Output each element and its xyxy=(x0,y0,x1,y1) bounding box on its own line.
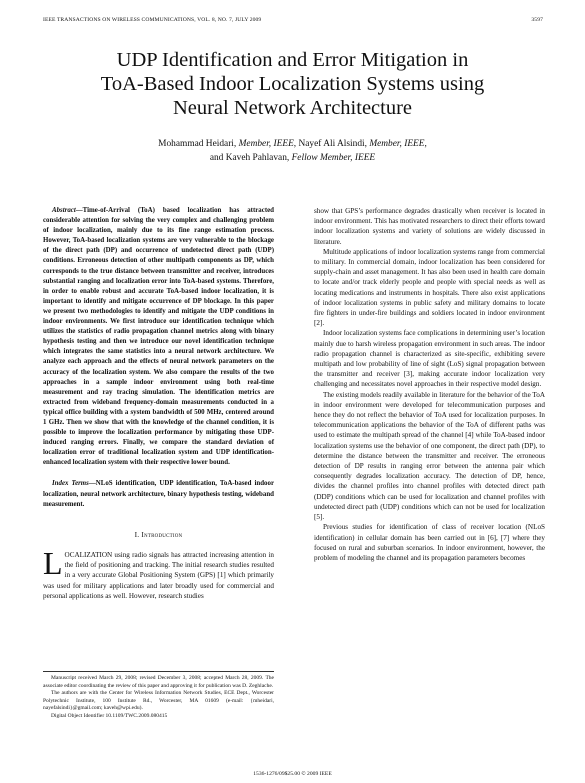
body-paragraph: Multitude applications of indoor localization systems range from commercial to military. In commercial domain, indoor localization has been considered for supply-chain and asset management. It has also been used in health care domain to locate and/or track elderly people and people with special needs as well as locating medications and instruments in hospitals. There also exist applications of indoor localization systems in public safety and military domains to locate fire fighters in under-fire buildings and soldiers located in indoor environment [2]. xyxy=(314,247,545,328)
abstract xyxy=(43,206,274,468)
body-paragraph: show that GPS’s performance degrades drastically when receiver is located in indoor environment. This has motivated researchers to direct their efforts toward indoor localization systems and variety of solutions are widely discussed in literature. xyxy=(314,207,545,246)
body-paragraph: The existing models readily available in literature for the behavior of the ToA in indoor environment were developed for telecommunication purposes and hence they do not reflect the behavior of ToA used for localization purposes. In telecommunication applications the behavior of the ToA of different paths was used to estimate the multipath spread of the channel [4] while ToA-based indoor localization systems use the behavior of one component, the direct path (DP), to determine the distance between the transmitter and receiver. The erroneous detection of DP results in ranging error between the antenna pair which consequently degrades localization accuracy. The detection of DP, hence, divides the channel profiles into channel profiles with detected direct path (DDP) conditions which can be used for localization and channel profiles with undetected direct path (UDP) conditions which can not be used for localization [5]. xyxy=(314,390,545,522)
title-line: ToA-Based Indoor Localization Systems using xyxy=(100,73,485,95)
section-heading: I. Introduction xyxy=(134,529,183,539)
author-membership: Member, IEEE xyxy=(238,139,294,149)
author-list: Mohammad Heidari, Member, IEEE, Nayef Ali Alsindi, Member, IEEE, and Kaveh Pahlavan, Fellow Member, IEEE xyxy=(158,139,427,163)
title-line: Neural Network Architecture xyxy=(172,97,413,119)
right-column xyxy=(314,206,545,563)
page-number: 3597 xyxy=(531,17,543,23)
abstract-text: —Time-of-Arrival (ToA) based localization has attracted considerable attention for solving the very complex and challenging problem of indoor localization, mainly due to its fine range estimation process. However, ToA-based localization systems are very vulnerable to the blockage of the direct path (DP) and occurrence of undetected direct path (UDP) conditions. Erroneous detection of other multipath components as DP, which corresponds to the true distance between transmitter and receiver, introduces substantial ranging and localization error into ToA-based systems. Therefore, in order to enable robust and accurate ToA-based indoor localization, it is important to identify and mitigate occurrence of DP blockage. In this paper we present two methodologies to identify and mitigate the UDP conditions in indoor environments. We first introduce our identification technique which utilizes the statistics of radio propagation channel metrics along with binary hypothesis testing and then we introduce our novel identification technique which integrates the same statistics into a neural network architecture. We analyze each approach and the effects of neural network parameters on the accuracy of the localization system. We also compare the results of the two approaches in a sample indoor environment using both real-time measurement and ray tracing simulation. The identification metrics are extracted from wideband frequency-domain measurements conducted in a typical office building with a system bandwidth of 500 MHz, centered around 1 GHz. Then we show that with the knowledge of the channel condition, it is possible to improve the localization performance by mitigating those UDP-induced ranging errors. Finally, we compare the standard deviation of localization error of traditional localization system and UDP identification-enhanced localization system with their respective lower bound. xyxy=(43,207,274,467)
left-column xyxy=(43,206,274,601)
running-header xyxy=(43,17,543,23)
author-name: , Nayef Ali Alsindi, xyxy=(293,139,370,149)
body-paragraph: Previous studies for identification of class of receiver location (NLoS identification) in cellular domain has been carried out in [6], [7] where they focused on rural and suburban scenarios. In indoor environment, however, the problem of modeling the channel and its propagation parameters becomes xyxy=(314,523,545,562)
intro-paragraph: LOCALIZATION using radio signals has attracted increasing attention in the field of positioning and tracking. The initial research studies resulted in a very accurate Global Positioning System (GPS) [1] which primarily was used for military applications and later broadly used for commercial and personal applications as well. However, research studies xyxy=(43,544,274,600)
drop-cap: L xyxy=(43,544,63,581)
index-terms-label: Index Terms xyxy=(52,480,89,488)
copyright-footer: 1536-1276/09$25.00 © 2009 IEEE xyxy=(253,771,332,777)
paper-title xyxy=(40,48,545,120)
author-name: Mohammad Heidari, xyxy=(158,139,239,149)
title-line: UDP Identification and Error Mitigation in xyxy=(116,49,469,71)
index-terms xyxy=(43,479,274,509)
footnote: The authors are with the Center for Wireless Information Network Studies, ECE Dept., Worcester Polytechnic Institute, 100 Institute Rd., Worcester, MA 01609 (e-mail: {mheidari, nayefalsindi}@gmail.com; kaveh@wpi.edu). xyxy=(43,690,274,712)
footnote: Digital Object Identifier 10.1109/TWC.2009.080415 xyxy=(51,712,168,719)
index-terms-text: —NLoS identification, UDP identification, ToA-based indoor localization, neural network architecture, binary hypothesis testing, wideband measurement. xyxy=(43,480,274,508)
body-paragraph: Indoor localization systems face complications in determining user’s location mainly due to harsh wireless propagation environment in such areas. The indoor radio propagation channel is characterized as site-specific, exhibiting severe multipath and low probability of line of sight (LoS) signal propagation between the transmitter and receiver [3], making accurate indoor localization very challenging and necessitates novel approaches in their respective model design. xyxy=(314,329,545,389)
author-membership: Member, IEEE xyxy=(369,139,425,149)
journal-header: IEEE TRANSACTIONS ON WIRELESS COMMUNICATIONS, VOL. 8, NO. 7, JULY 2009 xyxy=(43,17,262,23)
author-name: and Kaveh Pahlavan, xyxy=(209,153,292,163)
footnote: Manuscript received March 29, 2008; revised December 3, 2008; accepted March 28, 2009. The associate editor coordinating the review of this paper and approving it for publication was D. Zeghlache. xyxy=(43,675,274,689)
footnotes xyxy=(43,671,274,721)
abstract-label: Abstract xyxy=(52,207,76,214)
author-membership: Fellow Member, IEEE xyxy=(291,153,376,163)
